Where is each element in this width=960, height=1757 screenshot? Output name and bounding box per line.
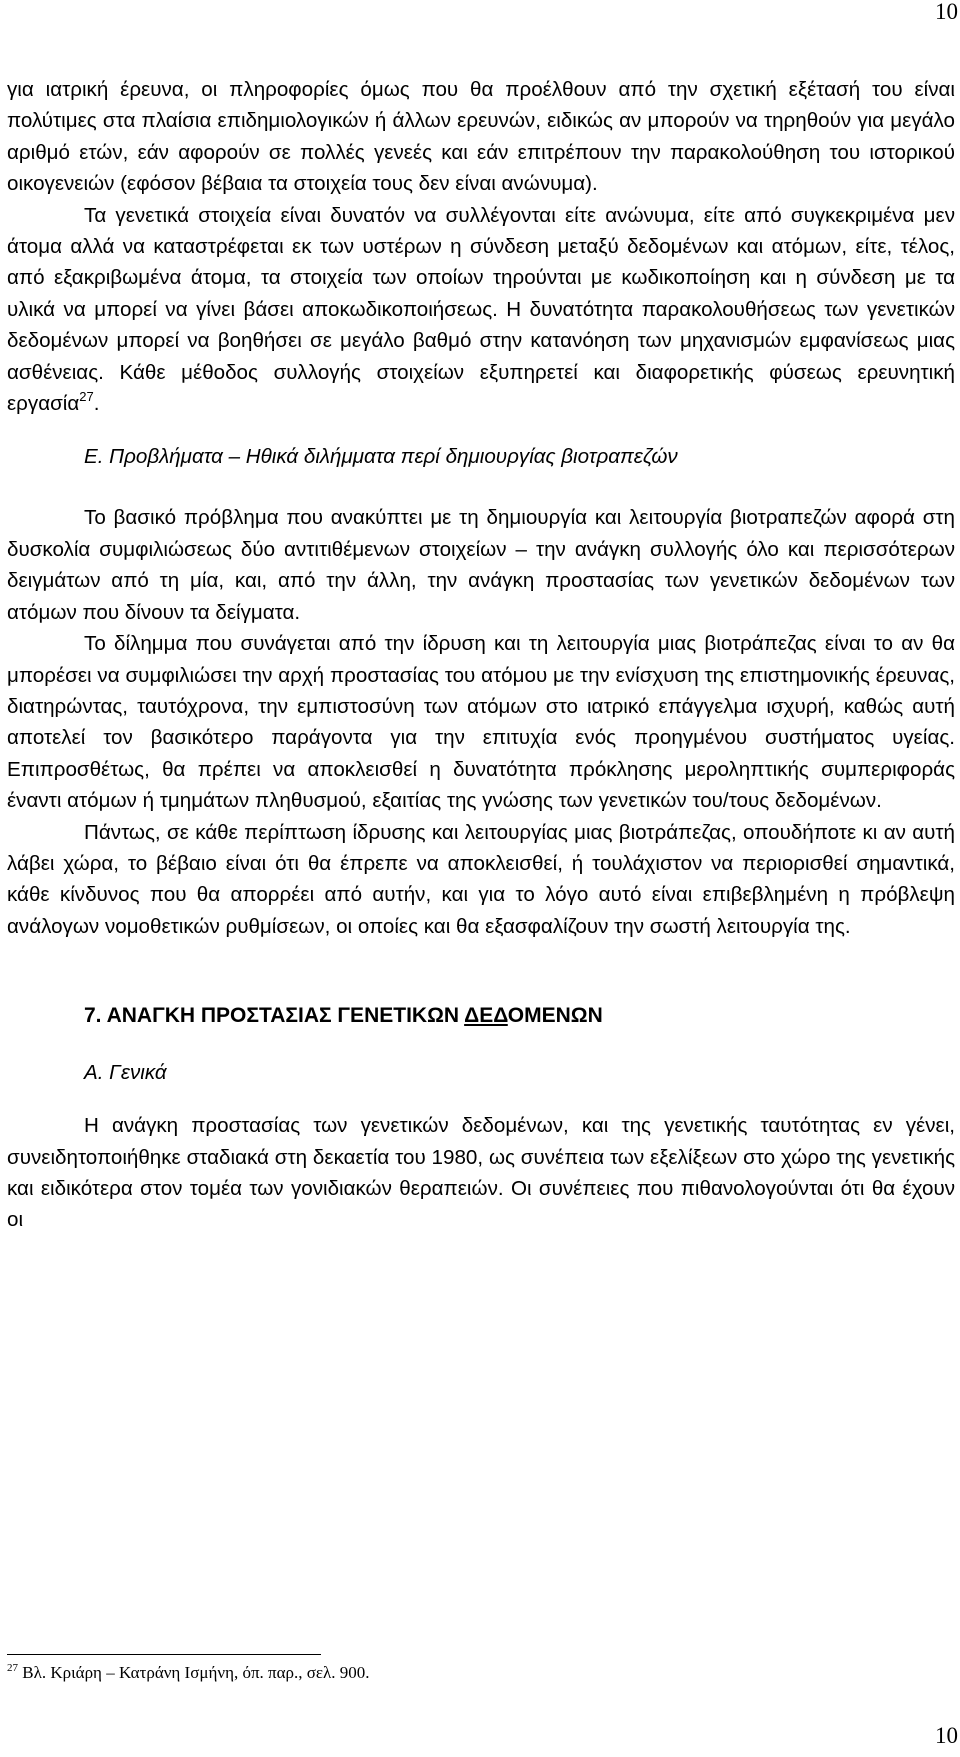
footnote-separator: [7, 1654, 321, 1655]
document-body: [7, 74, 955, 1236]
paragraph-3: Το βασικό πρόβλημα που ανακύπτει με τη δημιουργία και λειτουργία βιοτραπεζών αφορά στη δυσκολία συμφιλιώσεως δύο αντιτιθέμενων στοιχείων – την ανάγκη συλλογής όλο και περισσότερων δειγμάτων από τη μία, και, από την άλλη, την ανάγκη προστασίας των γενετικών δεδομένων των ατόμων που δίνουν τα δείγματα.: [7, 506, 955, 624]
footnote-text: Βλ. Κριάρη – Κατράνη Ισμήνη, όπ. παρ., σελ. 900.: [18, 1663, 370, 1682]
page-number-bottom: 10: [935, 1723, 958, 1748]
footnote-27: [7, 1661, 370, 1685]
footnote-number: 27: [7, 1662, 18, 1674]
subsection-heading-a: Α. Γενικά: [84, 1061, 167, 1085]
paragraph-5: Πάντως, σε κάθε περίπτωση ίδρυσης και λειτουργίας μιας βιοτράπεζας, οπουδήποτε κι αν αυτή λάβει χώρα, το βέβαιο είναι ότι θα έπρεπε να αποκλεισθεί, ή τουλάχιστον να περιορισθεί σημαντικά, κάθε κίνδυνος που θα απορρέει από αυτήν, και για το λόγο αυτό είναι επιβεβλημένη η πρόβλεψη ανάλογων νομοθετικών ρυθμίσεων, οι οποίες και θα εξασφαλίζουν την σωστή λειτουργία της.: [7, 820, 955, 938]
paragraph-2-text: Τα γενετικά στοιχεία είναι δυνατόν να συλλέγονται είτε ανώνυμα, είτε από συγκεκριμένα μεν άτομα αλλά να καταστρέφεται εκ των υστέρων η σύνδεση μεταξύ δεδομένων και ατόμων, είτε, τέλος, από εξακριβωμένα άτομα, τα στοιχεία των οποίων τηρούνται με κωδικοποίηση και η σύνδεση με τα υλικά να μπορεί να γίνει βάσει αποκωδικοποιήσεως. Η δυνατότητα παρακολουθήσεως των γενετικών δεδομένων μπορεί να βοηθήσει σε μεγάλο βαθμό στην κατανόηση των μηχανισμών εμφανίσεως μιας ασθένειας. Κάθε μέθοδος συλλογής στοιχείων εξυπηρετεί και διαφορετικής φύσεως ερευνητική εργασία: [7, 203, 955, 416]
subsection-heading-e: Ε. Προβλήματα – Ηθικά διλήμματα περί δημιουργίας βιοτραπεζών: [84, 445, 678, 469]
paragraph-2-end: .: [93, 392, 100, 416]
page-number-top: 10: [935, 0, 958, 24]
paragraph-1: για ιατρική έρευνα, οι πληροφορίες όμως που θα προέλθουν από την σχετική εξέτασή του είναι πολύτιμες στα πλαίσια επιδημιολογικών ή άλλων ερευνών, ειδικώς αν μπορούν να τηρηθούν για μεγάλο αριθμό ετών, εάν αφορούν σε πολλές γενεές και εάν επιτρέπουν την παρακολούθηση του ιστορικού οικογενειών (εφόσον βέβαια τα στοιχεία τους δεν είναι ανώνυμα).: [7, 78, 955, 196]
section-heading-underlined: ΔΕΔ: [464, 1004, 508, 1028]
section-heading-part-a: 7. ΑΝΑΓΚΗ ΠΡΟΣΤΑΣΙΑΣ ΓΕΝΕΤΙΚΩΝ: [84, 1004, 465, 1028]
footnote-reference[interactable]: 27: [79, 389, 94, 405]
paragraph-2: [7, 200, 955, 420]
paragraph-6: Η ανάγκη προστασίας των γενετικών δεδομένων, και της γενετικής ταυτότητας εν γένει, συνειδητοποιήθηκε σταδιακά στη δεκαετία του 1980, ως συνέπεια των εξελίξεων στο χώρο της γενετικής και ειδικότερα στον τομέα των γονιδιακών θεραπειών. Οι συνέπειες που πιθανολογούνται ότι θα έχουν οι: [7, 1114, 955, 1232]
section-heading-part-b: ΟΜΕΝΩΝ: [507, 1004, 603, 1028]
paragraph-4: Το δίλημμα που συνάγεται από την ίδρυση και τη λειτουργία μιας βιοτράπεζας είναι το αν θα μπορέσει να συμφιλιώσει την αρχή προστασίας του ατόμου με την ενίσχυση της επιστημονικής έρευνας, διατηρώντας, ταυτόχρονα, την εμπιστοσύνη των ατόμων στο ιατρικό επάγγελμα ισχυρή, καθώς αυτή αποτελεί τον βασικότερο παράγοντα για την επιτυχία ενός προηγμένου συστήματος υγείας. Επιπροσθέτως, θα πρέπει να αποκλεισθεί η δυνατότητα πρόκλησης μεροληπτικής συμπεριφοράς έναντι ατόμων ή τμημάτων πληθυσμού, εξαιτίας της γνώσης των γενετικών του/τους δεδομένων.: [7, 632, 955, 813]
section-heading-7: [7, 1000, 955, 1031]
